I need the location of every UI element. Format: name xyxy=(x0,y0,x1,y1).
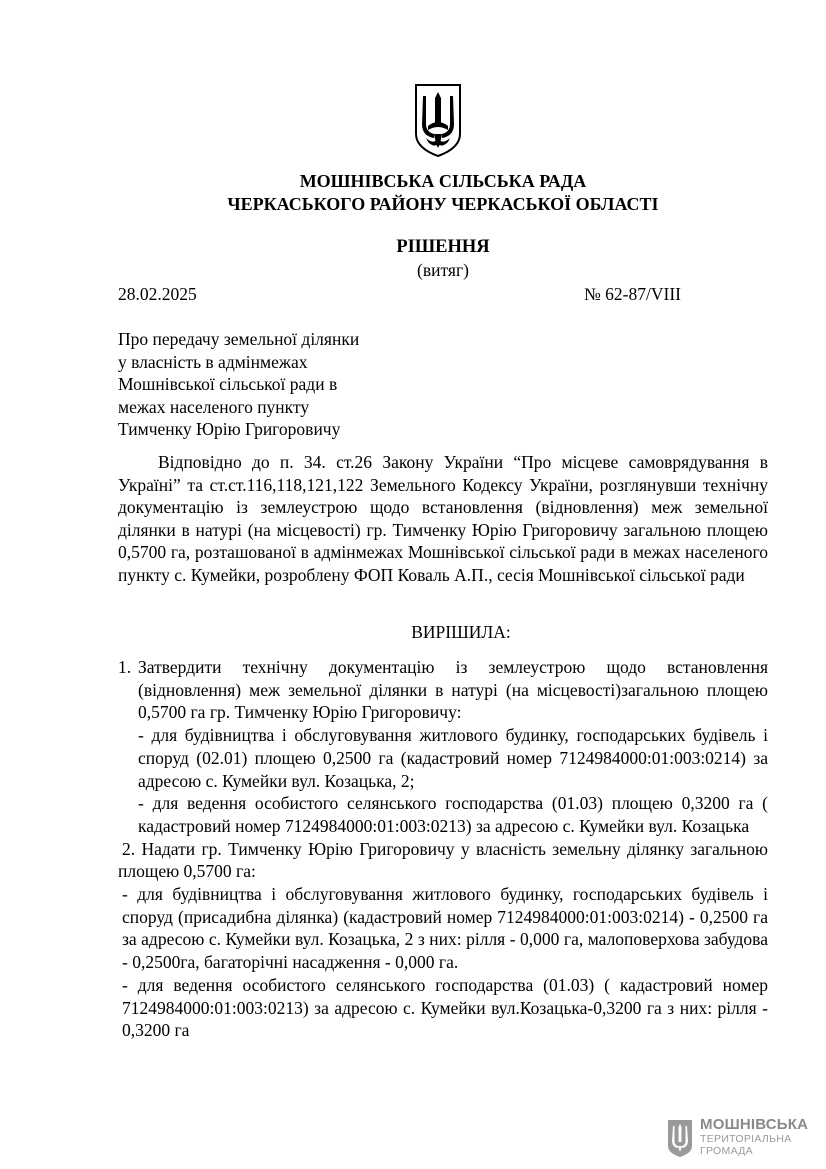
council-name-line2: ЧЕРКАСЬКОГО РАЙОНУ ЧЕРКАСЬКОЇ ОБЛАСТІ xyxy=(227,194,659,214)
subject-line: Тимченку Юрію Григоровичу xyxy=(118,419,341,439)
resolved-heading: ВИРІШИЛА: xyxy=(411,622,511,642)
item-number: 1. xyxy=(118,657,132,677)
extract-note: (витяг) xyxy=(417,260,469,280)
item-1-text: Затвердити технічну документацію із землеустрою щодо встановлення (відновлення) меж земельної ділянки в натурі (на місцевості)загальною площею 0,5700 га гр. Тимченку Юрію Григоровичу: xyxy=(138,657,768,723)
council-name-line1: МОШНІВСЬКА СІЛЬСЬКА РАДА xyxy=(299,171,587,191)
item-2-text: 2. Надати гр. Тимченку Юрію Григоровичу у власність земельну ділянку загальною площею 0,5700 га: xyxy=(118,838,768,882)
logo-subtitle-1: ТЕРИТОРІАЛЬНА xyxy=(700,1133,792,1145)
decision-body xyxy=(118,656,768,1042)
decision-title: РІШЕННЯ xyxy=(396,237,490,257)
logo-subtitle-2: ГРОМАДА xyxy=(700,1145,753,1157)
logo-name: МОШНІВСЬКА xyxy=(700,1116,809,1133)
item-1-sub-2: - для ведення особистого селянського господарства (01.03) площею 0,3200 га ( кадастровий номер 7124984000:01:003:0213) за адресою с. Кумейки вул. Козацька xyxy=(138,793,768,836)
subject-line: Мошнівської сільської ради в xyxy=(118,374,338,394)
community-logo xyxy=(666,1114,809,1162)
subject-line: у власність в адмінмежах xyxy=(118,351,308,372)
resolution-item-1 xyxy=(118,656,768,838)
item-2-sub-1: - для будівництва і обслуговування житлового будинку, господарських будівель і споруд (присадибна ділянка) (кадастровий номер 7124984000:01:003:0214) - 0,2500 га за адресою с. Кумейки вул. Козацька, 2 з них: рілля - 0,000 га, малоповерхова забудова - 0,2500га, багаторічні насадження - 0,000 га. xyxy=(122,884,768,973)
preamble-text: Відповідно до п. 34. ст.26 Закону України “Про місцеве самоврядування в Україні” та ст.ст.116,118,121,122 Земельного Кодексу України, розглянувши технічну документацію із землеустрою щодо встановлення (відновлення) меж земельної ділянки в натурі (на місцевості) гр. Тимченку Юрію Григоровичу загальною площею 0,5700 га, розташованої в адмінмежах Мошнівської сільської ради в межах населеного пункту с. Кумейки, розроблену ФОП Коваль А.П., сесія Мошнівської сільської ради xyxy=(118,452,768,585)
item-2-sub-2: - для ведення особистого селянського господарства (01.03) ( кадастровий номер 7124984000:01:003:0213) за адресою с. Кумейки вул.Козацька-0,3200 га з них: рілля - 0,3200 га xyxy=(122,974,768,1041)
resolution-item-2 xyxy=(118,838,768,1042)
decision-number: № 62-87/VIII xyxy=(584,284,681,304)
item-1-sub-1: - для будівництва і обслуговування житлового будинку, господарських будівель і споруд (02.01) площею 0,2500 га (кадастровий номер 7124984000:01:003:0214) за адресою с. Кумейки вул. Козацька, 2; xyxy=(138,725,768,791)
subject-line: Про передачу земельної ділянки xyxy=(118,329,360,349)
subject-line: межах населеного пункту xyxy=(118,396,310,417)
decision-date: 28.02.2025 xyxy=(118,284,197,304)
council-name xyxy=(118,170,768,216)
preamble xyxy=(118,451,768,587)
decision-subject xyxy=(118,328,359,441)
trident-emblem-icon xyxy=(412,82,464,158)
trident-logo-icon xyxy=(666,1118,694,1158)
